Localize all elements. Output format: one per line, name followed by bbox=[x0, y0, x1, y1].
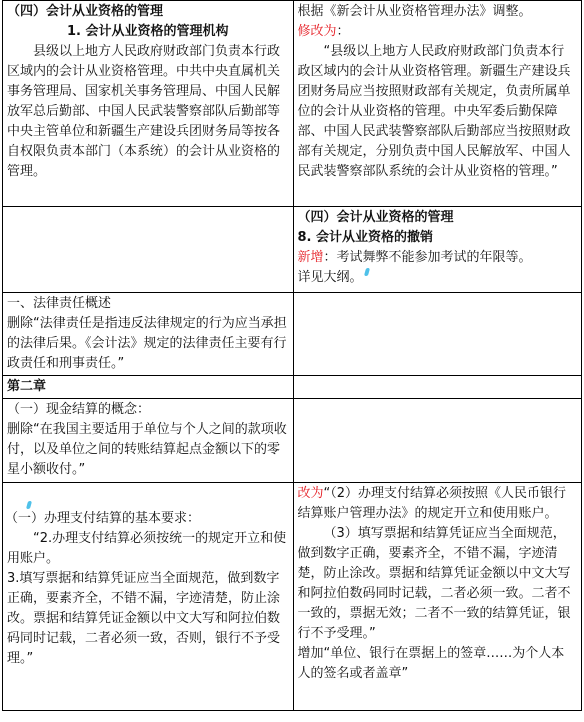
colon: ： bbox=[336, 24, 350, 39]
modified-label: 修改为 bbox=[297, 24, 337, 39]
adjustment-note: 根据《新会计从业资格管理办法》调整。 bbox=[297, 4, 532, 19]
section-heading: （一）现金结算的概念： bbox=[7, 402, 151, 417]
cell-old-management-body bbox=[3, 1, 294, 207]
paragraph: 3.填写票据和结算凭证应当全面规范，做到数字正确，要素齐全，不错不漏，字迹清楚，防止涂改。票据和结算凭证金额以中文大写和阿拉伯数码同时记载，二者必须一致，否则，银行不予受理。” bbox=[7, 571, 281, 666]
modified-label: 改为 bbox=[297, 486, 324, 501]
paragraph: “2.办理支付结算必须按统一的规定开立和使用账户。 bbox=[7, 531, 287, 566]
change-label-line bbox=[298, 22, 578, 42]
paragraph: “县级以上地方人民政府财政部门负责本行政区域内的会计从业资格管理。新疆生产建设兵团财务局应当按照财政部有关规定，负责所属单位的会计从业资格的管理。中央军委后勤保障部、中国人民武装警察部队后勤部应当按照财政部有关规定，分别负责中国人民解放军、中国人民武装警察部队系统的会计从业资格的管理。” bbox=[297, 44, 571, 179]
table-row bbox=[3, 483, 582, 711]
table-row bbox=[3, 376, 582, 399]
paragraph: 县级以上地方人民政府财政部门负责本行政区域内的会计从业资格管理。中共中央直属机关事务管理局、国家机关事务管理局、中国人民解放军总后勤部、中国人民武装警察部队后勤部等中央主管单位和新疆生产建设兵团财务局等按各自权限负责本部门（本系统）的会计从业资格的管理。 bbox=[7, 44, 281, 179]
subsection-heading: 8. 会计从业资格的撤销 bbox=[297, 230, 434, 245]
table-row bbox=[3, 207, 582, 293]
document-page bbox=[2, 0, 582, 722]
table-row bbox=[3, 399, 582, 483]
subsection-heading: 1. 会计从业资格的管理机构 bbox=[66, 24, 229, 39]
ink-mark-icon bbox=[363, 268, 369, 276]
section-heading: （四）会计从业资格的管理 bbox=[297, 210, 454, 225]
cell-empty bbox=[293, 376, 582, 399]
cell-new-management-body bbox=[293, 1, 582, 207]
heading-text: （一）办理支付结算的基本要求： bbox=[5, 511, 201, 526]
cell-new-payment-requirements bbox=[293, 483, 582, 711]
cell-empty bbox=[293, 293, 582, 376]
section-heading bbox=[7, 509, 289, 529]
cell-empty bbox=[3, 207, 294, 293]
cell-legal-liability bbox=[3, 293, 294, 376]
added-label: 新增 bbox=[297, 250, 324, 265]
cell-cash-settlement bbox=[3, 399, 294, 483]
cell-old-payment-requirements bbox=[3, 483, 294, 711]
table-row bbox=[3, 1, 582, 207]
note-line bbox=[298, 268, 578, 288]
paragraph: 删除“法律责任是指违反法律规定的行为应当承担的法律后果。《会计法》规定的法律责任主要有行政责任和刑事责任。” bbox=[7, 316, 287, 371]
paragraph: 删除“在我国主要适用于单位与个人之间的款项收付，以及单位之间的转账结算起点金额以下的零星小额收付。” bbox=[7, 422, 287, 477]
chapter-heading: 第二章 bbox=[3, 376, 294, 399]
section-heading: （四）会计从业资格的管理 bbox=[7, 4, 164, 19]
added-text: ：考试舞弊不能参加考试的年限等。 bbox=[323, 250, 532, 265]
cell-empty bbox=[293, 399, 582, 483]
ink-mark-icon bbox=[26, 501, 32, 509]
section-heading: 一、法律责任概述 bbox=[7, 296, 112, 311]
paragraph-text: “（2）办理支付结算必须按照《人民币银行结算账户管理办法》的规定开立和使用账户。 bbox=[297, 486, 567, 521]
added-line bbox=[298, 248, 578, 268]
table-row bbox=[3, 293, 582, 376]
paragraph: （3）填写票据和结算凭证应当全面规范，做到数字正确，要素齐全，不错不漏，字迹清楚，防止涂改。票据和结算凭证金额以中文大写和阿拉伯数码同时记载，二者必须一致。二者不一致的，票据无效；二者不一致的结算凭证，银行不予受理。” bbox=[297, 526, 571, 641]
see-outline-text: 详见大纲。 bbox=[297, 270, 363, 285]
change-comparison-table bbox=[2, 0, 582, 711]
paragraph bbox=[298, 484, 578, 524]
paragraph: 增加“单位、银行在票据上的签章……为个人本人的签名或者盖章” bbox=[297, 646, 565, 681]
cell-revocation bbox=[293, 207, 582, 293]
